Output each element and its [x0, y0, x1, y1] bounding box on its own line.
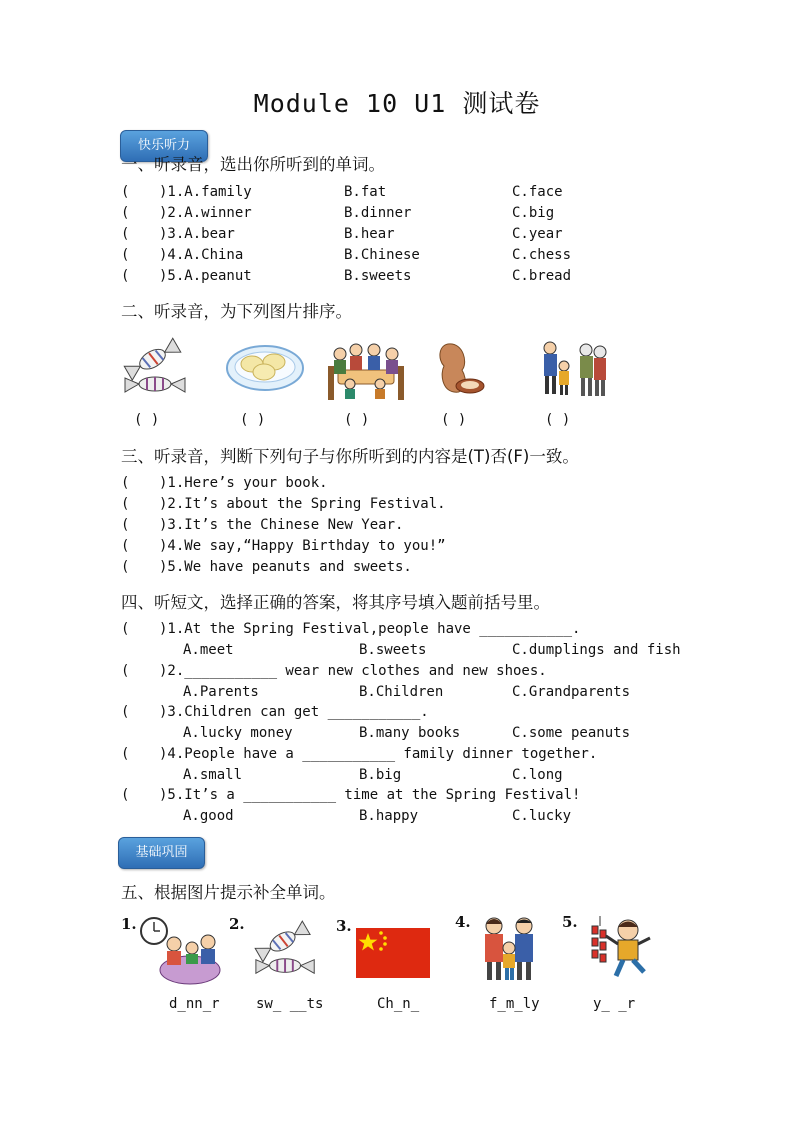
answer-paren: (	[121, 517, 130, 533]
question-option-a: )5.A.peanut	[159, 268, 252, 284]
statement-text: )3.It’s the Chinese New Year.	[159, 517, 404, 533]
question-option-a: )1.A.family	[159, 184, 252, 200]
option-c: C.lucky	[512, 808, 572, 824]
listening-badge: 快乐听力	[120, 130, 208, 162]
answer-paren: (	[121, 475, 130, 491]
section4-heading: 四、听短文，选择正确的答案，将其序号填入题前括号里。	[121, 593, 550, 612]
order-paren-3: ( )	[344, 412, 370, 428]
option-c: C.Grandparents	[512, 684, 631, 700]
option-c: C.bread	[512, 268, 572, 284]
answer-paren: (	[121, 704, 130, 720]
question-text: )4.People have a ___________ family dinner together.	[159, 746, 598, 762]
word-hint: Ch_n_	[377, 996, 420, 1012]
order-paren-2: ( )	[240, 412, 266, 428]
order-paren-4: ( )	[441, 412, 467, 428]
option-b: B.happy	[359, 808, 419, 824]
option-c: C.big	[512, 205, 555, 221]
option-c: C.some peanuts	[512, 725, 631, 741]
answer-paren: (	[121, 538, 130, 554]
statement-text: )5.We have peanuts and sweets.	[159, 559, 412, 575]
answer-paren: (	[121, 746, 130, 762]
answer-paren: (	[121, 663, 130, 679]
basics-badge: 基础巩固	[118, 837, 205, 869]
option-a: A.lucky money	[183, 725, 293, 741]
sweets-icon	[121, 336, 193, 398]
item-number: 4.	[455, 913, 471, 931]
option-c: C.year	[512, 226, 563, 242]
answer-paren: (	[121, 621, 130, 637]
option-b: B.many books	[359, 725, 461, 741]
question-text: )1.At the Spring Festival,people have ___________.	[159, 621, 581, 637]
option-b: B.dinner	[344, 205, 412, 221]
word-hint: y_ _r	[593, 996, 636, 1012]
option-a: A.Parents	[183, 684, 259, 700]
word-hint: sw_ __ts	[256, 996, 324, 1012]
order-paren-1: ( )	[134, 412, 160, 428]
family-icon	[480, 914, 540, 984]
statement-text: )4.We say,“Happy Birthday to you!”	[159, 538, 446, 554]
family-dinner-icon	[328, 336, 404, 400]
dumplings-plate-icon	[226, 340, 304, 392]
boy-firecracker-icon	[588, 914, 656, 980]
china-flag-icon	[356, 928, 430, 978]
sweets-icon	[252, 918, 322, 980]
section1-heading: 一、听录音，选出你所听到的单词。	[121, 155, 385, 174]
option-b: B.sweets	[344, 268, 412, 284]
answer-paren: (	[121, 559, 130, 575]
item-number: 1.	[121, 915, 137, 933]
option-b: B.big	[359, 767, 402, 783]
answer-paren: (	[121, 268, 130, 284]
option-b: B.Children	[359, 684, 444, 700]
clock-dinner-icon	[140, 916, 225, 988]
question-option-a: )2.A.winner	[159, 205, 252, 221]
option-c: C.long	[512, 767, 563, 783]
option-b: B.hear	[344, 226, 395, 242]
section2-heading: 二、听录音，为下列图片排序。	[121, 302, 352, 321]
option-b: B.sweets	[359, 642, 427, 658]
question-option-a: )4.A.China	[159, 247, 244, 263]
section5-heading: 五、根据图片提示补全单词。	[121, 883, 336, 902]
statement-text: )1.Here’s your book.	[159, 475, 328, 491]
option-a: A.small	[183, 767, 243, 783]
option-c: C.chess	[512, 247, 572, 263]
statement-text: )2.It’s about the Spring Festival.	[159, 496, 446, 512]
option-a: A.good	[183, 808, 234, 824]
page-title: Module 10 U1 测试卷	[253, 89, 541, 118]
answer-paren: (	[121, 184, 130, 200]
item-number: 5.	[562, 913, 578, 931]
question-option-a: )3.A.bear	[159, 226, 235, 242]
answer-paren: (	[121, 496, 130, 512]
answer-paren: (	[121, 787, 130, 803]
word-hint: f_m_ly	[489, 996, 540, 1012]
question-text: )3.Children can get ___________.	[159, 704, 429, 720]
family-greeting-icon	[538, 338, 608, 402]
item-number: 3.	[336, 917, 352, 935]
word-hint: d_nn_r	[169, 996, 220, 1012]
option-b: B.fat	[344, 184, 387, 200]
item-number: 2.	[229, 915, 245, 933]
order-paren-5: ( )	[545, 412, 571, 428]
option-a: A.meet	[183, 642, 234, 658]
option-b: B.Chinese	[344, 247, 420, 263]
question-text: )5.It’s a ___________ time at the Spring Festival!	[159, 787, 581, 803]
section3-heading: 三、听录音，判断下列句子与你所听到的内容是(T)否(F)一致。	[121, 447, 579, 466]
answer-paren: (	[121, 205, 130, 221]
question-text: )2.___________ wear new clothes and new shoes.	[159, 663, 547, 679]
answer-paren: (	[121, 226, 130, 242]
answer-paren: (	[121, 247, 130, 263]
option-c: C.face	[512, 184, 563, 200]
option-c: C.dumplings and fish	[512, 642, 681, 658]
peanut-icon	[436, 340, 488, 398]
